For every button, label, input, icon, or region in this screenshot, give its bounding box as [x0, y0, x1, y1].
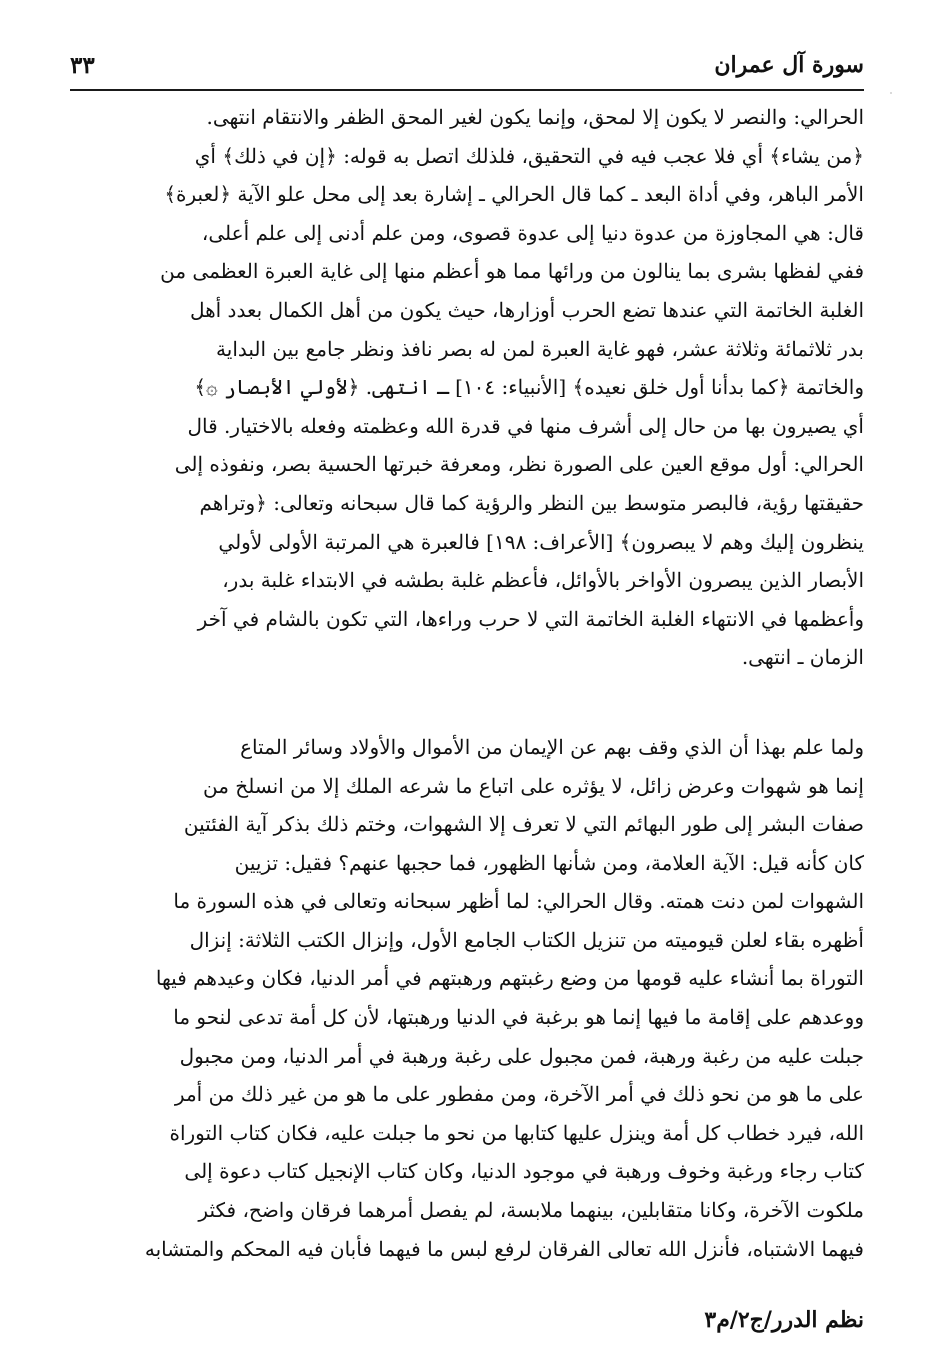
text-line: إنما هو شهوات وعرض زائل، لا يؤثره على اتباع ما شرعه الملك إلا من انسلخ من: [203, 773, 864, 798]
header-divider: [70, 89, 864, 91]
page-header: [70, 50, 864, 90]
text-line: الغلبة الخاتمة التي عندها تضع الحرب أوزارها، حيث يكون من أهل الكمال بعدد أهل: [189, 297, 864, 322]
text-line: أظهره بقاء لعلن قيوميته من تنزيل الكتاب الجامع الأول، وإنزال الكتب الثلاثة: إنزال: [189, 927, 864, 952]
text-line: التوراة بما أنشاء عليه قومها من وضع رغبتهم ورهبتهم في أمر الدنيا، فكان وعيدهم فيها: [155, 966, 864, 991]
text-line: ﴿من يشاء﴾ أي فلا عجب فيه في التحقيق، فلذلك اتصل به قوله: ﴿إن في ذلك﴾ أي: [194, 143, 864, 168]
paragraph-gap: [70, 677, 864, 728]
text-line: أي يصيرون بها من حال إلى أشرف منها في قدرة الله وعظمته وفعله بالاختيار. قال: [187, 413, 864, 438]
text-line: قال: هي المجاوزة من عدوة دنيا إلى عدوة قصوى، ومن علم أدنى إلى علم أعلى،: [201, 220, 864, 245]
paragraph-1: [70, 98, 864, 677]
text-line: حقيقتها رؤية، فالبصر متوسط بين النظر والرؤية كما قال سبحانه وتعالى: ﴿وتراهم: [199, 490, 864, 515]
text-line: ففي لفظها بشرى بما ينالون من ورائها مما هو أعظم منها إلى غاية العبرة العظمى من: [160, 259, 864, 284]
text-line: الحرالي: أول موقع العين على الصورة نظر، ومعرفة خبرتها الحسية بصر، ونفوذه إلى: [174, 452, 864, 477]
text-line: والخاتمة ﴿كما بدأنا أول خلق نعيده﴾ [الأنبياء: ١٠٤] ـ انتهى. ﴿لأولي الأبصار ۞﴾: [194, 375, 864, 400]
text-line: ملكوت الآخرة، وكانا متقابلين، بينهما ملابسة، لم يفصل أمرهما فرقان واضح، فكثر: [198, 1198, 864, 1223]
text-line: كان كأنه قيل: الآية العلامة، ومن شأنها الظهور، فما حجبها عنهم؟ فقيل: تزيين: [234, 850, 864, 875]
text-line: صفات البشر إلى طور البهائم التي لا تعرف إلا الشهوات، وختم ذلك بذكر آية الفئتين: [183, 812, 864, 837]
page-number: ٣٣: [70, 52, 95, 79]
text-line: الله، فيرد خطاب كل أمة وينزل عليها كتابها من نحو ما جبلت عليه، فكان كتاب التوراة: [169, 1120, 864, 1145]
text-line: فيهما الاشتباه، فأنزل الله تعالى الفرقان لرفع لبس ما فيهما فأبان فيه المحكم والمتشابه: [144, 1236, 864, 1261]
text-line: الشهوات لمن دنت همته. وقال الحرالي: لما أظهر سبحانه وتعالى في هذه السورة ما: [173, 889, 864, 914]
text-line: الأمر الباهر، وفي أداة البعد ـ كما قال الحرالي ـ إشارة بعد إلى محل علو الآية ﴿لعبرة﴾: [164, 182, 864, 207]
text-line: الحرالي: والنصر لا يكون إلا لمحق، وإنما يكون لغير المحق الظفر والانتقام انتهى.: [206, 105, 864, 129]
text-line: ولما علم بهذا أن الذي وقف بهم عن الإيمان من الأموال والأولاد وسائر المتاع: [240, 734, 864, 759]
text-line: بدر ثلاثمائة وثلاثة عشر، فهو غاية العبرة لمن له بصر نافذ ونظر جامع بين البداية: [216, 336, 864, 361]
paragraph-2: [70, 728, 864, 1268]
text-line: ووعدهم على إقامة ما فيها إنما هو برغبة في الدنيا ورهبتها، لأن كل أمة تدعى لنحو ما: [173, 1005, 864, 1030]
signature-mark: نظم الدرر/ج٢/م٣: [704, 1307, 864, 1333]
text-line: كتاب رجاء ورغبة وخوف ورهبة في موجود الدنيا، وكان كتاب الإنجيل كتاب دعوة إلى: [184, 1159, 864, 1184]
text-line: الأبصار الذين يبصرون الأواخر بالأوائل، فأعظم غلبة بطشه في الابتداء غلبة بدر،: [222, 568, 864, 593]
surah-title: سورة آل عمران: [714, 52, 864, 78]
scan-speck: [890, 92, 892, 94]
text-line: وأعظمها في الانتهاء الغلبة الخاتمة التي لا حرب وراءها، التي تكون بالشام في آخر: [197, 606, 864, 631]
page-body: [70, 98, 864, 1268]
text-line: الزمان ـ انتهى.: [741, 645, 864, 670]
text-line: جبلت عليه من رغبة ورهبة، فمن مجبول على رغبة ورهبة في أمر الدنيا، ومن مجبول: [179, 1043, 864, 1068]
text-line: على ما هو من نحو ذلك في أمر الآخرة، ومن مفطور على ما هو من غير ذلك من أمر: [174, 1082, 864, 1107]
text-line: ينظرون إليك وهم لا يبصرون﴾ [الأعراف: ١٩٨] فالعبرة هي المرتبة الأولى لأولي: [218, 529, 864, 554]
